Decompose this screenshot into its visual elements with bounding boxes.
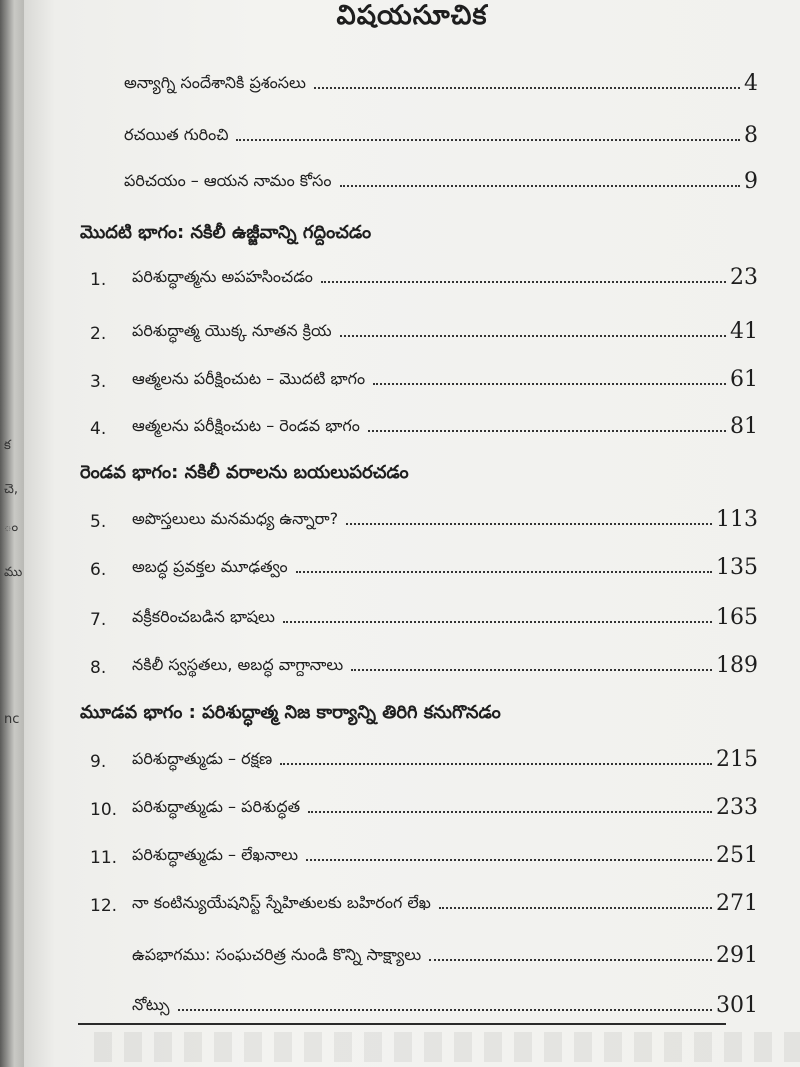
edge-glyph: క: [4, 438, 11, 453]
leader-dots: [308, 811, 712, 813]
entry-page: 61: [730, 367, 758, 392]
chapter-number: 6.: [90, 560, 107, 580]
leader-dots: [321, 281, 726, 283]
leader-dots: [296, 571, 712, 573]
toc-entry: [90, 498, 758, 532]
entry-label: పరిశుద్ధాత్మ యొక్క నూతన క్రియ: [132, 321, 332, 340]
leader-dots: [314, 87, 740, 89]
entry-page: 165: [716, 605, 758, 630]
part-heading: రెండవ భాగం: నకిలీ వరాలను బయలుపరచడం: [80, 462, 409, 483]
entry-label: అబద్ధ ప్రవక్తల మూఢత్వం: [132, 557, 288, 576]
leader-dots: [429, 959, 712, 961]
toc-entry: [132, 984, 758, 1018]
entry-page: 41: [730, 319, 758, 344]
leader-dots: [340, 185, 741, 187]
chapter-number: 8.: [90, 658, 107, 678]
edge-glyph: nc: [4, 712, 20, 727]
entry-label: పరిశుద్ధాత్మను అపహసించడం: [132, 267, 313, 286]
part-heading: మూడవ భాగం : పరిశుద్ధాత్మ నిజ కార్యాన్ని తిరిగి కనుగొనడం: [80, 702, 501, 723]
entry-label: నా కంటిన్యుయేషనిస్ట్ స్నేహితులకు బహిరంగ లేఖ: [132, 893, 431, 912]
edge-glyph: చె,: [4, 482, 19, 497]
entry-label: వక్రీకరించబడిన భాషలు: [132, 607, 275, 626]
entry-label: అపొస్తలులు మనమధ్య ఉన్నారా?: [132, 509, 339, 528]
entry-label: రచయిత గురించి: [124, 125, 229, 144]
leader-dots: [280, 763, 712, 765]
entry-label: పరిచయం – ఆయన నామం కోసం: [124, 171, 332, 190]
entry-label: పరిశుద్ధాత్ముడు – లేఖనాలు: [132, 845, 299, 864]
footer-rule: [78, 1023, 726, 1025]
leader-dots: [340, 335, 726, 337]
entry-page: 113: [716, 507, 758, 532]
leader-dots: [351, 669, 712, 671]
leader-dots: [236, 139, 740, 141]
toc-entry: [90, 256, 758, 290]
toc-entry: [90, 310, 758, 344]
toc-page: [24, 0, 800, 1067]
entry-page: 271: [716, 891, 758, 916]
entry-label: అన్యాగ్ని సందేశానికి ప్రశంసలు: [124, 73, 306, 92]
chapter-number: 5.: [90, 512, 107, 532]
entry-page: 9: [744, 169, 758, 194]
toc-entry: [90, 786, 758, 820]
edge-glyph: ము: [4, 565, 23, 580]
chapter-number: 7.: [90, 610, 107, 630]
leader-dots: [306, 859, 712, 861]
toc-entry: [132, 934, 758, 968]
entry-page: 4: [744, 71, 758, 96]
entry-label: నోట్సు: [132, 995, 170, 1014]
entry-label: పరిశుద్ధాత్ముడు – రక్షణ: [132, 749, 273, 768]
entry-page: 189: [716, 653, 758, 678]
entry-page: 251: [716, 843, 758, 868]
toc-entry: [90, 405, 758, 439]
chapter-number: 12.: [90, 896, 118, 916]
toc-entry: [124, 62, 758, 96]
entry-page: 215: [716, 747, 758, 772]
chapter-number: 10.: [90, 800, 118, 820]
chapter-number: 11.: [90, 848, 118, 868]
chapter-number: 1.: [90, 270, 107, 290]
adjacent-page-edge: [0, 0, 24, 1067]
toc-entry: [90, 738, 758, 772]
chapter-number: 3.: [90, 372, 107, 392]
entry-label: పరిశుద్ధాత్ముడు – పరిశుద్ధత: [132, 797, 301, 816]
toc-entry: [90, 644, 758, 678]
toc-entry: [90, 358, 758, 392]
leader-dots: [346, 523, 712, 525]
show-through-texture: [94, 1032, 800, 1062]
entry-label: ఉపభాగము: సంఘచరిత్ర నుండి కొన్ని సాక్ష్యాలు: [132, 945, 422, 964]
edge-glyph: ం: [4, 520, 19, 535]
page-title: విషయసూచిక: [336, 0, 488, 31]
leader-dots: [439, 907, 712, 909]
leader-dots: [368, 430, 726, 432]
toc-entry: [90, 834, 758, 868]
chapter-number: 9.: [90, 752, 107, 772]
entry-label: నకిలీ స్వస్థతలు, అబద్ధ వాగ్దానాలు: [132, 655, 344, 674]
leader-dots: [178, 1009, 712, 1011]
entry-label: ఆత్మలను పరీక్షించుట – మొదటి భాగం: [132, 369, 366, 388]
entry-page: 23: [730, 265, 758, 290]
toc-entry: [90, 596, 758, 630]
leader-dots: [373, 383, 726, 385]
entry-page: 135: [716, 555, 758, 580]
entry-page: 291: [716, 943, 758, 968]
toc-entry: [90, 882, 758, 916]
entry-page: 8: [744, 123, 758, 148]
part-heading: మొదటి భాగం: నకిలీ ఉజ్జీవాన్ని గద్దించడం: [80, 222, 372, 243]
chapter-number: 4.: [90, 419, 107, 439]
entry-label: ఆత్మలను పరీక్షించుట – రెండవ భాగం: [132, 416, 360, 435]
entry-page: 301: [716, 993, 758, 1018]
toc-entry: [124, 160, 758, 194]
toc-entry: [124, 114, 758, 148]
toc-entry: [90, 546, 758, 580]
leader-dots: [283, 621, 712, 623]
entry-page: 81: [730, 414, 758, 439]
entry-page: 233: [716, 795, 758, 820]
chapter-number: 2.: [90, 324, 107, 344]
